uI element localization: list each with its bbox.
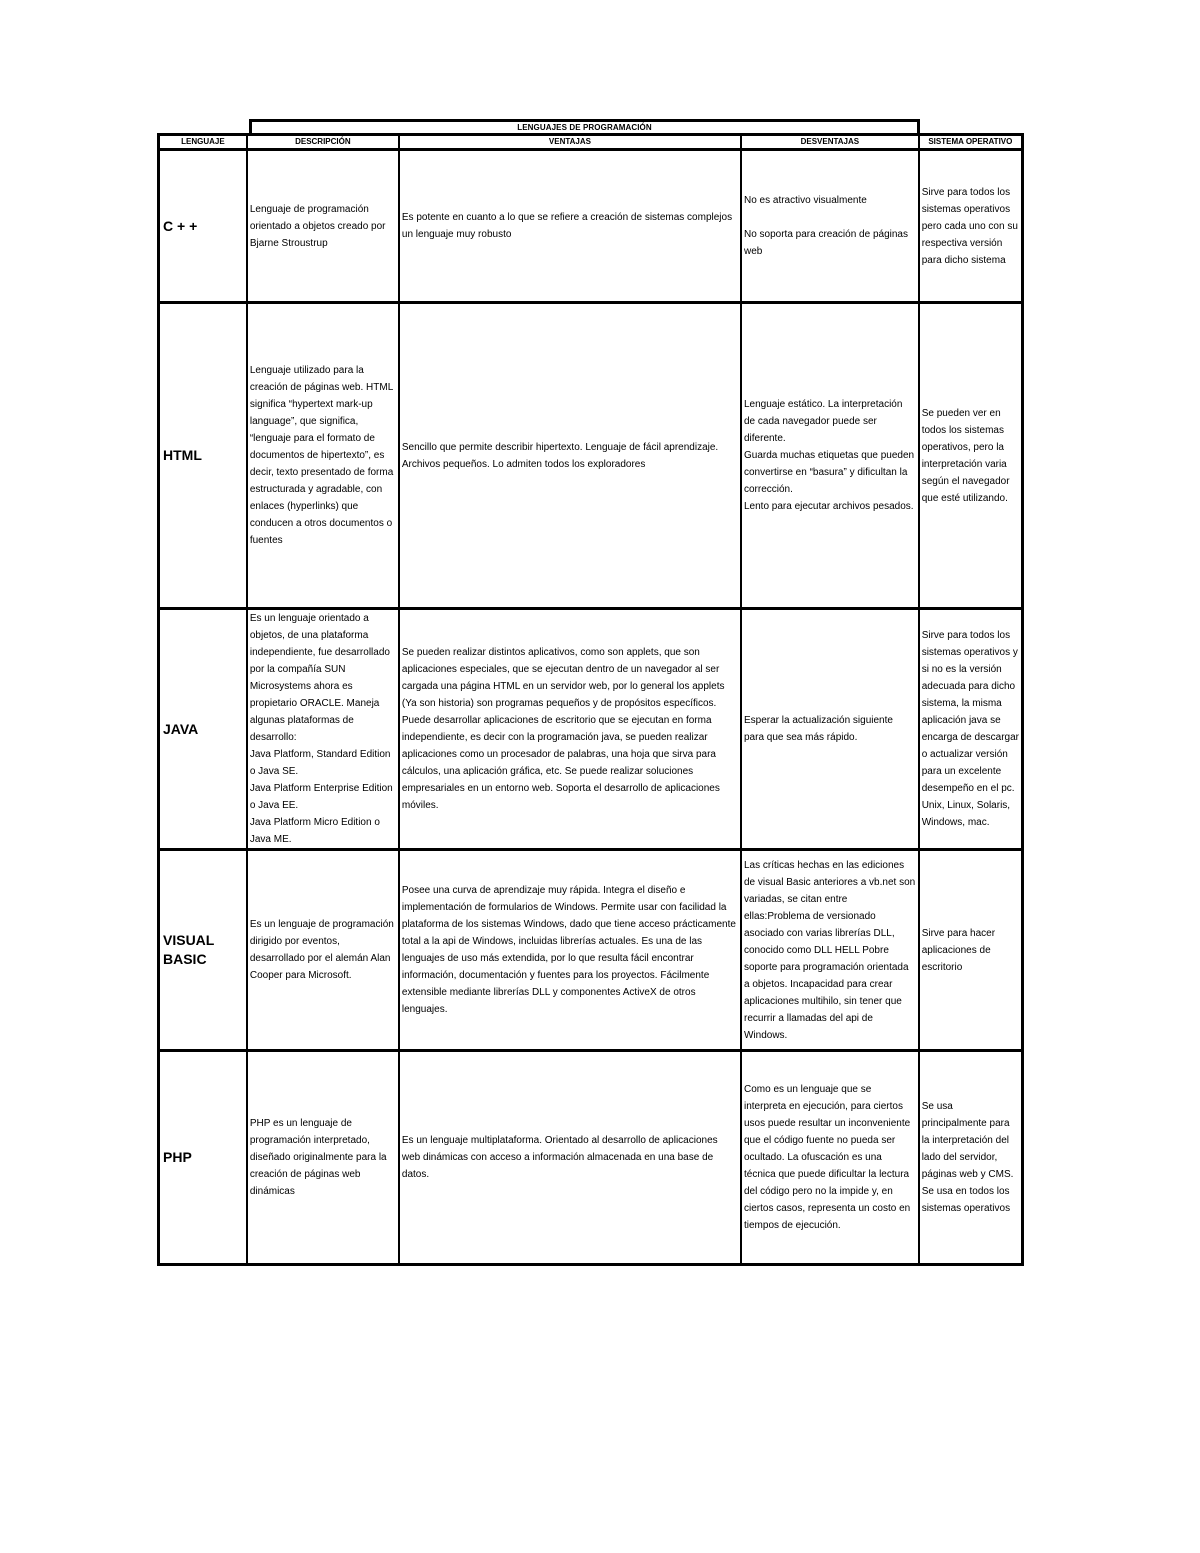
cell-descripcion: Lenguaje utilizado para la creación de páginas web. HTML significa “hypertext mark-up language”, que significa, “lenguaje para el formato de documentos de hipertexto”, es decir, texto presentado de forma estructurada y agradable, con enlaces (hyperlinks) que conducen a otros documentos o fuentes bbox=[247, 303, 399, 609]
table-row-java bbox=[159, 609, 1023, 850]
cell-lenguaje: HTML bbox=[159, 303, 247, 609]
header-sistema-operativo: SISTEMA OPERATIVO bbox=[919, 135, 1023, 150]
cell-sistema-operativo: Se pueden ver en todos los sistemas operativos, pero la interpretación varia según el navegador que esté utilizando. bbox=[919, 303, 1023, 609]
cell-ventajas: Se pueden realizar distintos aplicativos, como son applets, que son aplicaciones especiales, que se ejecutan dentro de un navegador al ser cargada una página HTML en un servidor web, por lo general los applets (Ya son historia) son programas pequeños y de propósitos específicos. Puede desarrollar aplicaciones de escritorio que se ejecutan en forma independiente, es decir con la programación java, se pueden realizar aplicaciones como un procesador de palabras, una hoja que sirva para cálculos, una aplicación gráfica, etc. Se puede realizar soluciones empresariales en un entorno web. Soporta el desarrollo de aplicaciones móviles. bbox=[399, 609, 741, 850]
header-desventajas: DESVENTAJAS bbox=[741, 135, 919, 150]
cell-sistema-operativo: Sirve para todos los sistemas operativos y si no es la versión adecuada para dicho sistema, la misma aplicación java se encarga de descargar o actualizar versión para un excelente desempeño en el pc. Unix, Linux, Solaris, Windows, mac. bbox=[919, 609, 1023, 850]
cell-lenguaje: C + + bbox=[159, 150, 247, 303]
cell-sistema-operativo: Sirve para hacer aplicaciones de escritorio bbox=[919, 850, 1023, 1051]
cell-desventajas: Esperar la actualización siguiente para que sea más rápido. bbox=[741, 609, 919, 850]
cell-ventajas: Es un lenguaje multiplataforma. Orientado al desarrollo de aplicaciones web dinámicas con acceso a información almacenada en una base de datos. bbox=[399, 1051, 741, 1265]
cell-ventajas: Es potente en cuanto a lo que se refiere a creación de sistemas complejos un lenguaje muy robusto bbox=[399, 150, 741, 303]
cell-descripcion: Es un lenguaje de programación dirigido por eventos, desarrollado por el alemán Alan Cooper para Microsoft. bbox=[247, 850, 399, 1051]
cell-sistema-operativo: Se usa principalmente para la interpretación del lado del servidor, páginas web y CMS. Se usa en todos los sistemas operativos bbox=[919, 1051, 1023, 1265]
cell-descripcion: Es un lenguaje orientado a objetos, de una plataforma independiente, fue desarrollado por la compañía SUN Microsystems ahora es propietario ORACLE. Maneja algunas plataformas de desarrollo: Java Platform, Standard Edition o Java SE. Java Platform Enterprise Edition o Java EE. Java Platform Micro Edition o Java ME. bbox=[247, 609, 399, 850]
table-row-cpp bbox=[159, 150, 1023, 303]
table-row-visual-basic bbox=[159, 850, 1023, 1051]
cell-lenguaje: PHP bbox=[159, 1051, 247, 1265]
cell-descripcion: PHP es un lenguaje de programación interpretado, diseñado originalmente para la creación de páginas web dinámicas bbox=[247, 1051, 399, 1265]
header-ventajas: VENTAJAS bbox=[399, 135, 741, 150]
table-title: LENGUAJES DE PROGRAMACIÓN bbox=[249, 119, 920, 136]
cell-desventajas: Lenguaje estático. La interpretación de cada navegador puede ser diferente. Guarda muchas etiquetas que pueden convertirse en “basura” y dificultan la corrección. Lento para ejecutar archivos pesados. bbox=[741, 303, 919, 609]
cell-sistema-operativo: Sirve para todos los sistemas operativos pero cada uno con su respectiva versión para dicho sistema bbox=[919, 150, 1023, 303]
table-row-php bbox=[159, 1051, 1023, 1265]
cell-descripcion: Lenguaje de programación orientado a objetos creado por Bjarne Stroustrup bbox=[247, 150, 399, 303]
cell-ventajas: Sencillo que permite describir hipertexto. Lenguaje de fácil aprendizaje. Archivos pequeños. Lo admiten todos los exploradores bbox=[399, 303, 741, 609]
cell-ventajas: Posee una curva de aprendizaje muy rápida. Integra el diseño e implementación de formularios de Windows. Permite usar con facilidad la plataforma de los sistemas Windows, dado que tiene acceso prácticamente total a la api de Windows, incluidas librerías actuales. Es una de las lenguajes de uso más extendida, por lo que resulta fácil encontrar información, documentación y fuentes para los proyectos. Fácilmente extensible mediante librerías DLL y componentes ActiveX de otros lenguajes. bbox=[399, 850, 741, 1051]
cell-lenguaje: VISUAL BASIC bbox=[159, 850, 247, 1051]
header-lenguaje: LENGUAJE bbox=[159, 135, 247, 150]
table-row-html bbox=[159, 303, 1023, 609]
cell-desventajas: Las críticas hechas en las ediciones de visual Basic anteriores a vb.net son variadas, se citan entre ellas:Problema de versionado asociado con varias librerías DLL, conocido como DLL HELL Pobre soporte para programación orientada a objetos. Incapacidad para crear aplicaciones multihilo, sin tener que recurrir a llamadas del api de Windows. bbox=[741, 850, 919, 1051]
languages-table bbox=[157, 133, 1024, 1266]
header-descripcion: DESCRIPCIÓN bbox=[247, 135, 399, 150]
cell-desventajas: Como es un lenguaje que se interpreta en ejecución, para ciertos usos puede resultar un inconveniente que el código fuente no pueda ser ocultado. La ofuscación es una técnica que puede dificultar la lectura del código pero no la impide y, en ciertos casos, representa un costo en tiempos de ejecución. bbox=[741, 1051, 919, 1265]
cell-lenguaje: JAVA bbox=[159, 609, 247, 850]
cell-desventajas: No es atractivo visualmente No soporta para creación de páginas web bbox=[741, 150, 919, 303]
table-header-row bbox=[159, 135, 1023, 150]
